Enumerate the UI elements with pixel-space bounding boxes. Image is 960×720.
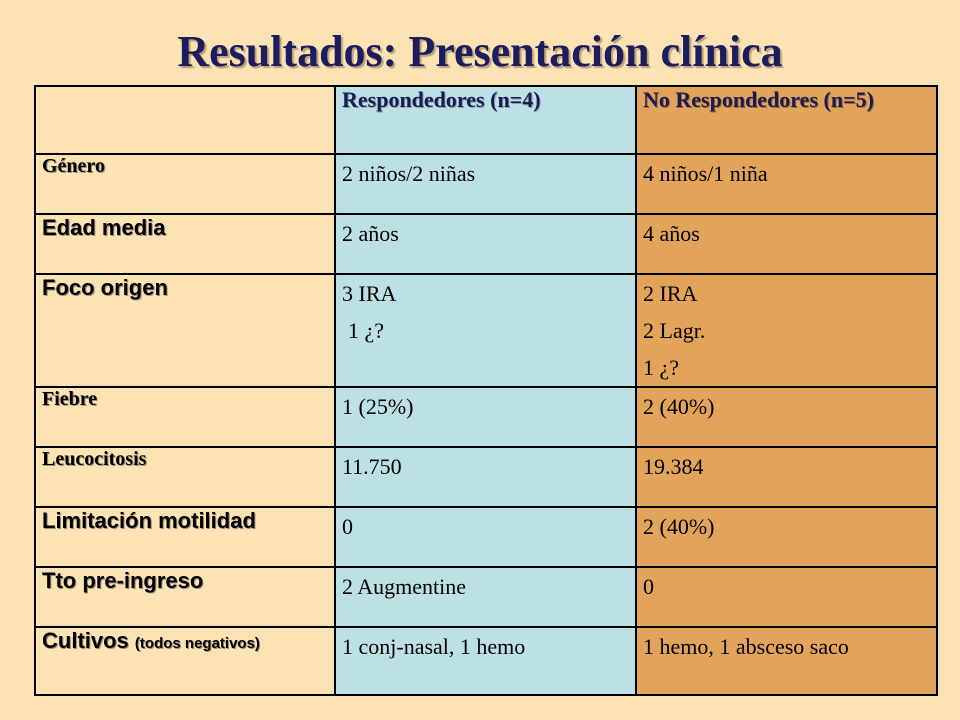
cell-value: 1 conj-nasal, 1 hemo: [342, 634, 526, 659]
responders-cell: [335, 274, 636, 387]
non-responders-cell: [636, 447, 937, 507]
responders-cell: [335, 507, 636, 567]
cell-value: 2 (40%): [643, 394, 715, 419]
table-row: [35, 154, 937, 214]
non-responders-cell: [636, 274, 937, 387]
row-label-fiebre: Fiebre: [35, 387, 335, 447]
table-row: [35, 387, 937, 447]
cell-value: 3 IRA: [342, 281, 397, 306]
cultivos-label: Cultivos: [42, 628, 129, 653]
row-label-cultivos: [35, 627, 335, 695]
row-label-leucocitosis: Leucocitosis: [35, 447, 335, 507]
non-responders-cell: [636, 627, 937, 695]
cell-value: 0: [342, 514, 353, 539]
cell-value: 1 ¿?: [348, 318, 385, 343]
row-label-tto-pre-ingreso: Tto pre-ingreso: [35, 567, 335, 627]
cell-value: 1 (25%): [342, 394, 414, 419]
non-responders-cell: [636, 567, 937, 627]
table-row: [35, 274, 937, 387]
cell-value: 4 años: [643, 221, 700, 246]
header-responders: Respondedores (n=4): [335, 86, 636, 154]
cell-value: 2 niños/2 niñas: [342, 161, 476, 186]
table-row: [35, 447, 937, 507]
header-non-responders: No Respondedores (n=5): [636, 86, 937, 154]
responders-cell: [335, 154, 636, 214]
row-label-foco-origen: Foco origen: [35, 274, 335, 387]
responders-cell: [335, 567, 636, 627]
table-row: [35, 567, 937, 627]
table-row: [35, 627, 937, 695]
non-responders-cell: [636, 387, 937, 447]
non-responders-cell: [636, 154, 937, 214]
cell-value: 11.750: [342, 454, 402, 479]
responders-cell: [335, 447, 636, 507]
cell-value: 2 (40%): [643, 514, 715, 539]
cell-value: 2 Augmentine: [342, 574, 467, 599]
cell-value: 2 años: [342, 221, 399, 246]
table-row: [35, 214, 937, 274]
cell-value: 2 Lagr.: [643, 318, 706, 343]
cell-value: 1 hemo, 1 absceso saco: [643, 634, 849, 659]
slide-title: Resultados: Presentación clínica: [177, 27, 783, 76]
row-label-genero: Género: [35, 154, 335, 214]
row-label-edad-media: Edad media: [35, 214, 335, 274]
cell-value: 1 ¿?: [643, 355, 680, 380]
responders-cell: [335, 627, 636, 695]
cultivos-note: (todos negativos): [134, 635, 260, 652]
cell-value: 2 IRA: [643, 281, 698, 306]
non-responders-cell: [636, 507, 937, 567]
non-responders-cell: [636, 214, 937, 274]
cell-value: 19.384: [643, 454, 704, 479]
results-table: [34, 85, 938, 696]
cell-value: 4 niños/1 niña: [643, 161, 768, 186]
table-header-row: [35, 86, 937, 154]
cell-value: 0: [643, 574, 654, 599]
table-row: [35, 507, 937, 567]
responders-cell: [335, 214, 636, 274]
responders-cell: [335, 387, 636, 447]
row-label-limitacion-motilidad: Limitación motilidad: [35, 507, 335, 567]
header-empty-cell: [35, 86, 335, 154]
